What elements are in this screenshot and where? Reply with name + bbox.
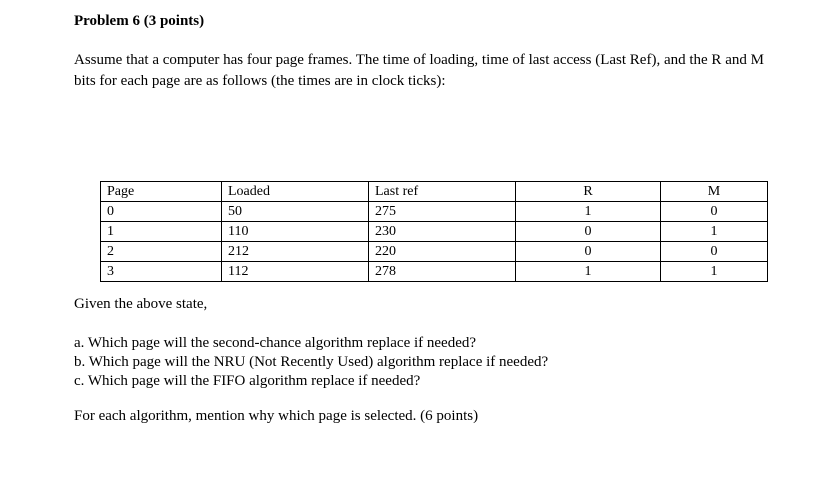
question-list bbox=[74, 334, 548, 391]
problem-title: Problem 6 (3 points) bbox=[74, 13, 205, 29]
header-loaded: Loaded bbox=[222, 182, 369, 202]
cell-loaded: 112 bbox=[222, 262, 369, 282]
cell-page: 2 bbox=[101, 242, 222, 262]
header-page: Page bbox=[101, 182, 222, 202]
cell-loaded: 110 bbox=[222, 222, 369, 242]
cell-last-ref: 220 bbox=[369, 242, 516, 262]
header-r: R bbox=[516, 182, 661, 202]
cell-page: 1 bbox=[101, 222, 222, 242]
table-row bbox=[101, 242, 768, 262]
table-row bbox=[101, 202, 768, 222]
cell-r: 0 bbox=[516, 242, 661, 262]
table-header-row bbox=[101, 182, 768, 202]
cell-m: 1 bbox=[661, 262, 768, 282]
page-table bbox=[100, 181, 768, 282]
question-nru: b. Which page will the NRU (Not Recently Used) algorithm replace if needed? bbox=[74, 354, 549, 370]
header-m: M bbox=[661, 182, 768, 202]
cell-r: 1 bbox=[516, 202, 661, 222]
cell-last-ref: 278 bbox=[369, 262, 516, 282]
cell-last-ref: 230 bbox=[369, 222, 516, 242]
cell-m: 0 bbox=[661, 202, 768, 222]
question-second-chance: a. Which page will the second-chance algorithm replace if needed? bbox=[74, 335, 477, 351]
problem-intro: Assume that a computer has four page frames. The time of loading, time of last access (Last Ref), and the R and M bits for each page are as follows (the times are in clock ticks): bbox=[74, 52, 764, 89]
header-last-ref: Last ref bbox=[369, 182, 516, 202]
table-row bbox=[101, 222, 768, 242]
cell-page: 0 bbox=[101, 202, 222, 222]
cell-m: 0 bbox=[661, 242, 768, 262]
cell-loaded: 50 bbox=[222, 202, 369, 222]
cell-r: 1 bbox=[516, 262, 661, 282]
question-fifo: c. Which page will the FIFO algorithm replace if needed? bbox=[74, 373, 421, 389]
cell-r: 0 bbox=[516, 222, 661, 242]
cell-last-ref: 275 bbox=[369, 202, 516, 222]
cell-page: 3 bbox=[101, 262, 222, 282]
table-row bbox=[101, 262, 768, 282]
given-statement: Given the above state, bbox=[74, 296, 208, 312]
instructions-footer: For each algorithm, mention why which page is selected. (6 points) bbox=[74, 408, 479, 424]
cell-loaded: 212 bbox=[222, 242, 369, 262]
cell-m: 1 bbox=[661, 222, 768, 242]
